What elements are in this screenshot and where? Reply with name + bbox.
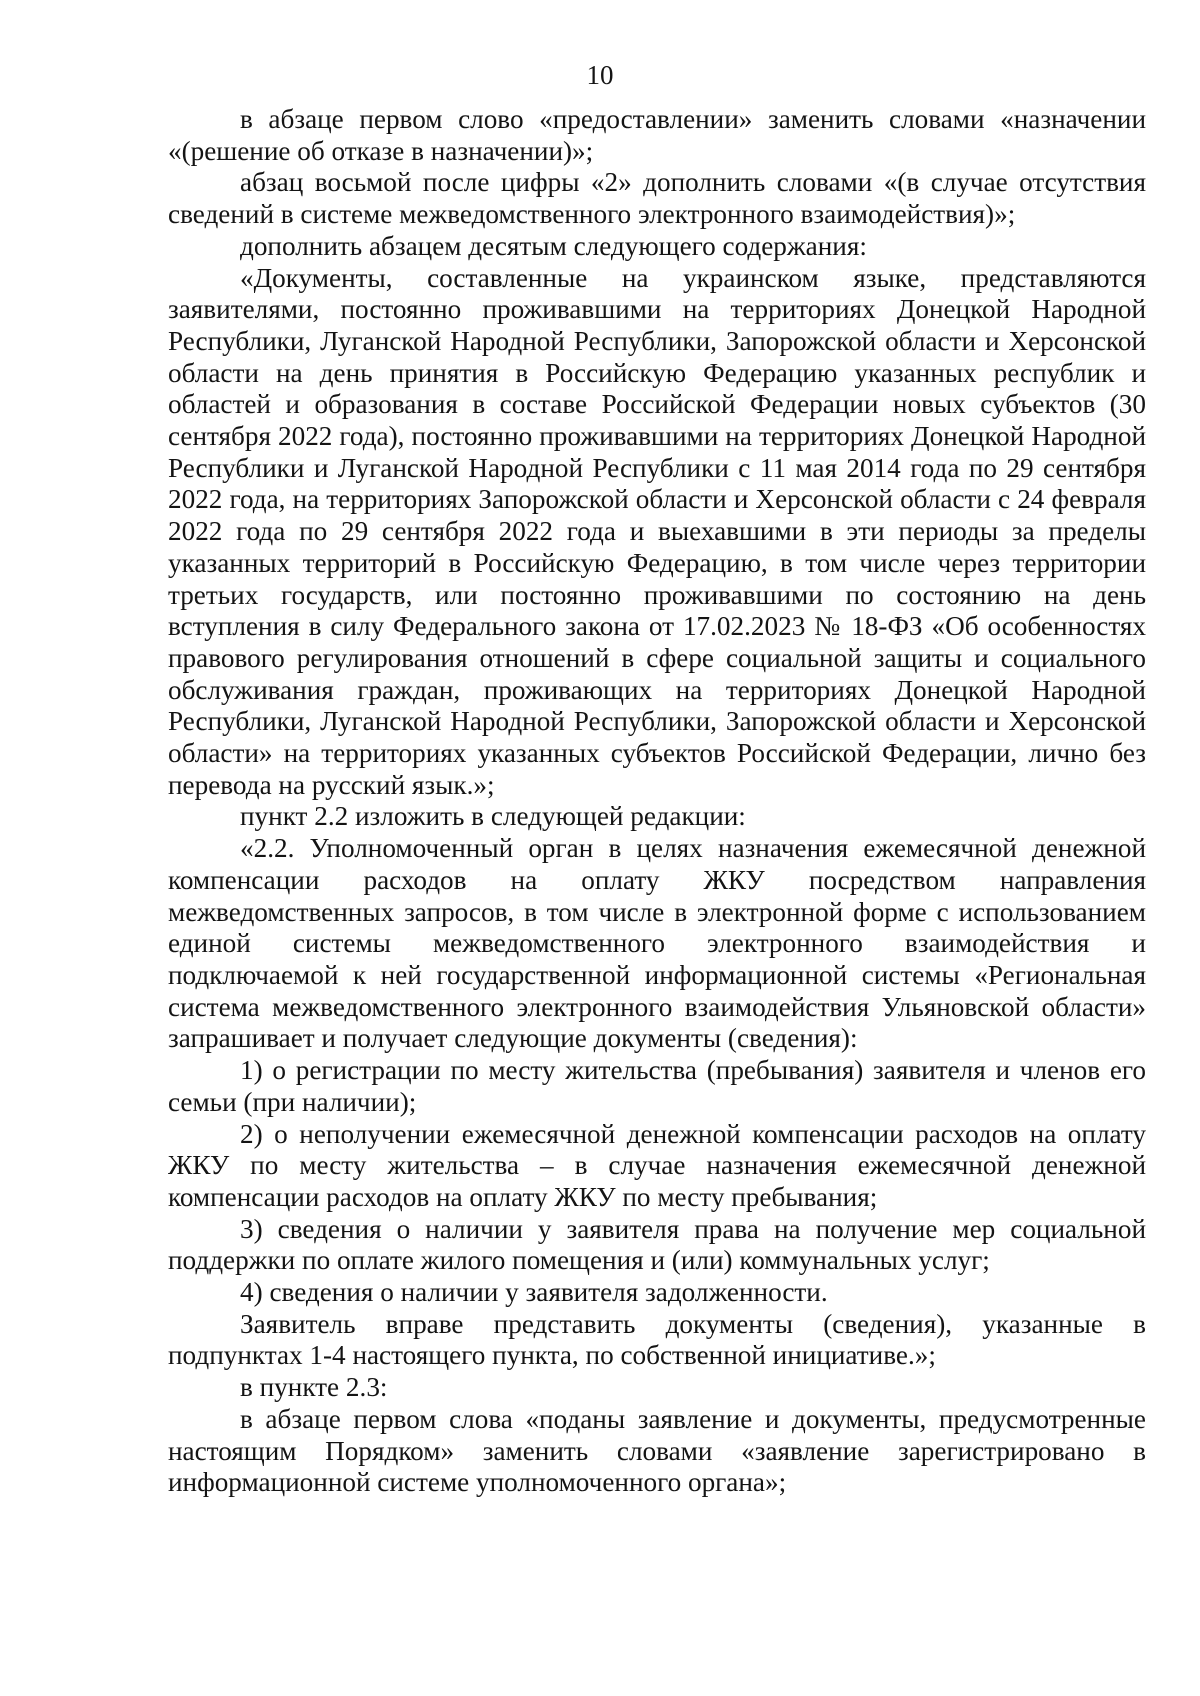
document-body: [168, 104, 1146, 1499]
paragraph: в абзаце первом слова «поданы заявление и документы, предусмотренные настоящим Порядком» заменить словами «заявление зарегистрировано в информационной системе уполномоченного органа»;: [168, 1403, 1146, 1498]
paragraph: 2) о неполучении ежемесячной денежной компенсации расходов на оплату ЖКУ по месту жительства – в случае назначения ежемесячной денежной компенсации расходов на оплату ЖКУ по месту пребывания;: [168, 1118, 1146, 1212]
paragraph: «2.2. Уполномоченный орган в целях назначения ежемесячной денежной компенсации расходов на оплату ЖКУ посредством направления межведомственных запросов, в том числе в электронной форме с использованием единой системы межведомственного электронного взаимодействия и подключаемой к ней государственной информационной системы «Региональная система межведомственного электронного взаимодействия Ульяновской области» запрашивает и получает следующие документы (сведения):: [168, 833, 1146, 1054]
paragraph: Заявитель вправе представить документы (сведения), указанные в подпунктах 1-4 настоящего пункта, по собственной инициативе.»;: [168, 1308, 1146, 1371]
paragraph: 1) о регистрации по месту жительства (пребывания) заявителя и членов его семьи (при наличии);: [168, 1055, 1146, 1117]
paragraph: абзац восьмой после цифры «2» дополнить словами «(в случае отсутствия сведений в системе межведомственного электронного взаимодействия)»;: [168, 167, 1146, 230]
paragraph: в абзаце первом слово «предоставлении» заменить словами «назначении «(решение об отказе в назначении)»;: [168, 104, 1146, 166]
paragraph: «Документы, составленные на украинском языке, представляются заявителями, постоянно проживавшими на территориях Донецкой Народной Республики, Луганской Народной Республики, Запорожской области и Херсонской области на день принятия в Российскую Федерацию указанных республик и областей и образования в составе Российской Федерации новых субъектов (30 сентября 2022 года), постоянно проживавшими на территориях Донецкой Народной Республики и Луганской Народной Республики с 11 мая 2014 года по 29 сентября 2022 года, на территориях Запорожской области и Херсонской области с 24 февраля 2022 года по 29 сентября 2022 года и выехавшими в эти периоды за пределы указанных территорий в Российскую Федерацию, в том числе через территории третьих государств, или постоянно проживавшими по состоянию на день вступления в силу Федерального закона от 17.02.2023 № 18-ФЗ «Об особенностях правового регулирования отношений в сфере социальной защиты и социального обслуживания граждан, проживающих на территориях Донецкой Народной Республики, Луганской Народной Республики, Запорожской области и Херсонской области» на территориях указанных субъектов Российской Федерации, лично без перевода на русский язык.»;: [168, 262, 1146, 800]
paragraph: дополнить абзацем десятым следующего содержания:: [240, 230, 867, 261]
paragraph: в пункте 2.3:: [240, 1372, 388, 1403]
paragraph: пункт 2.2 изложить в следующей редакции:: [240, 801, 746, 832]
paragraph: 3) сведения о наличии у заявителя права на получение мер социальной поддержки по оплате жилого помещения и (или) коммунальных услуг;: [168, 1213, 1146, 1276]
page-number: 10: [586, 60, 614, 90]
paragraph: 4) сведения о наличии у заявителя задолженности.: [240, 1277, 828, 1308]
